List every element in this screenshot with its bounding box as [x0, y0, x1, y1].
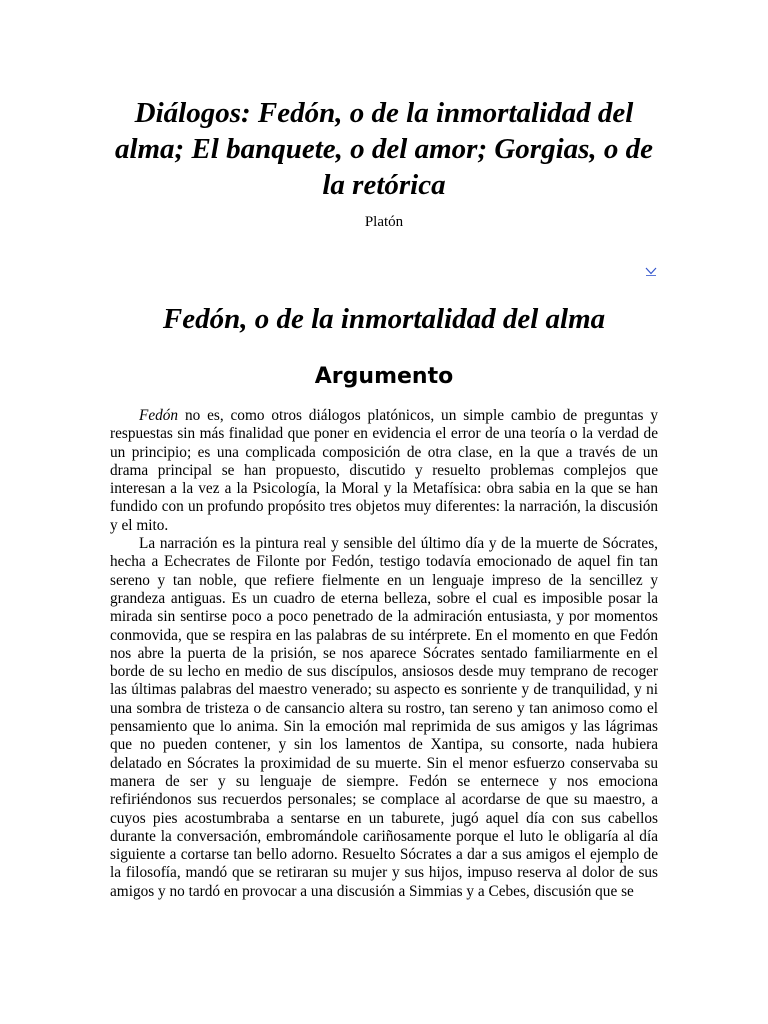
- paragraph: [110, 535, 658, 901]
- paragraph-text: no es, como otros diálogos platónicos, un simple cambio de preguntas y respuestas sin más finalidad que poner en evidencia el error de una teoría o la verdad de un principio; es una complicada composición de otra clase, en la que a través de un drama principal se han propuesto, discutido y resuelto problemas complejos que interesan a la vez a la Psicología, la Moral y la Metafísica: obra sabia en la que se han fundido con un profundo propósito tres objetos muy diferentes: la narración, la discusión y el mito.: [110, 407, 658, 534]
- paragraph-lead-italic: Fedón: [139, 407, 179, 424]
- toc-link[interactable]: [643, 264, 659, 278]
- body-text: [110, 407, 658, 901]
- section-title: Fedón, o de la inmortalidad del alma: [162, 303, 606, 335]
- author-name: Platón: [364, 214, 404, 230]
- paragraph: [110, 407, 658, 535]
- book-title: Diálogos: Fedón, o de la inmortalidad del alma; El banquete, o del amor; Gorgias, o de la retórica: [114, 97, 654, 201]
- paragraph-text: La narración es la pintura real y sensible del último día y de la muerte de Sócrates, hecha a Echecrates de Filonte por Fedón, testigo todavía emocionado de aquel fin tan sereno y tan noble, que refiere fielmente en un lenguaje impreso de la sencillez y grandeza antiguas. Es un cuadro de eterna belleza, sobre el cual es imposible posar la mirada sin sentirse poco a poco penetrado de la admiración entusiasta, y por momentos conmovida, que se respira en las palabras de su intérprete. En el momento en que Fedón nos abre la puerta de la prisión, se nos aparece Sócrates sentado familiarmente en el borde de su lecho en medio de sus discípulos, ansiosos desde muy temprano de recoger las últimas palabras del maestro venerado; su aspecto es sonriente y de tranquilidad, y ni una sombra de tristeza o de cansancio altera su rostro, tan sereno y tan animoso como el pensamiento que lo anima. Sin la emoción mal reprimida de sus amigos y las lágrimas que no pueden contener, y sin los lamentos de Xantipa, su consorte, nada hubiera delatado en Sócrates la proximidad de su muerte. Sin el menor esfuerzo conservaba su manera de ser y su lenguaje de siempre. Fedón se enternece y nos emociona refiriéndonos sus recuerdos personales; se complace al acordarse de que su maestro, a cuyos pies acostumbraba a sentarse en un taburete, jugó aquel día con sus cabellos durante la conversación, embromándole cariñosamente porque el luto le obligaría al día siguiente a cortarse tan bello adorno. Resuelto Sócrates a dar a sus amigos el ejemplo de la filosofía, mandó que se retiraran su mujer y sus hijos, impuso reserva al dolor de sus amigos y no tardó en provocar a una discusión a Simmias y a Cebes, discusión que se: [110, 535, 658, 900]
- chevron-down-icon: [643, 264, 659, 278]
- subsection-title: Argumento: [314, 364, 454, 389]
